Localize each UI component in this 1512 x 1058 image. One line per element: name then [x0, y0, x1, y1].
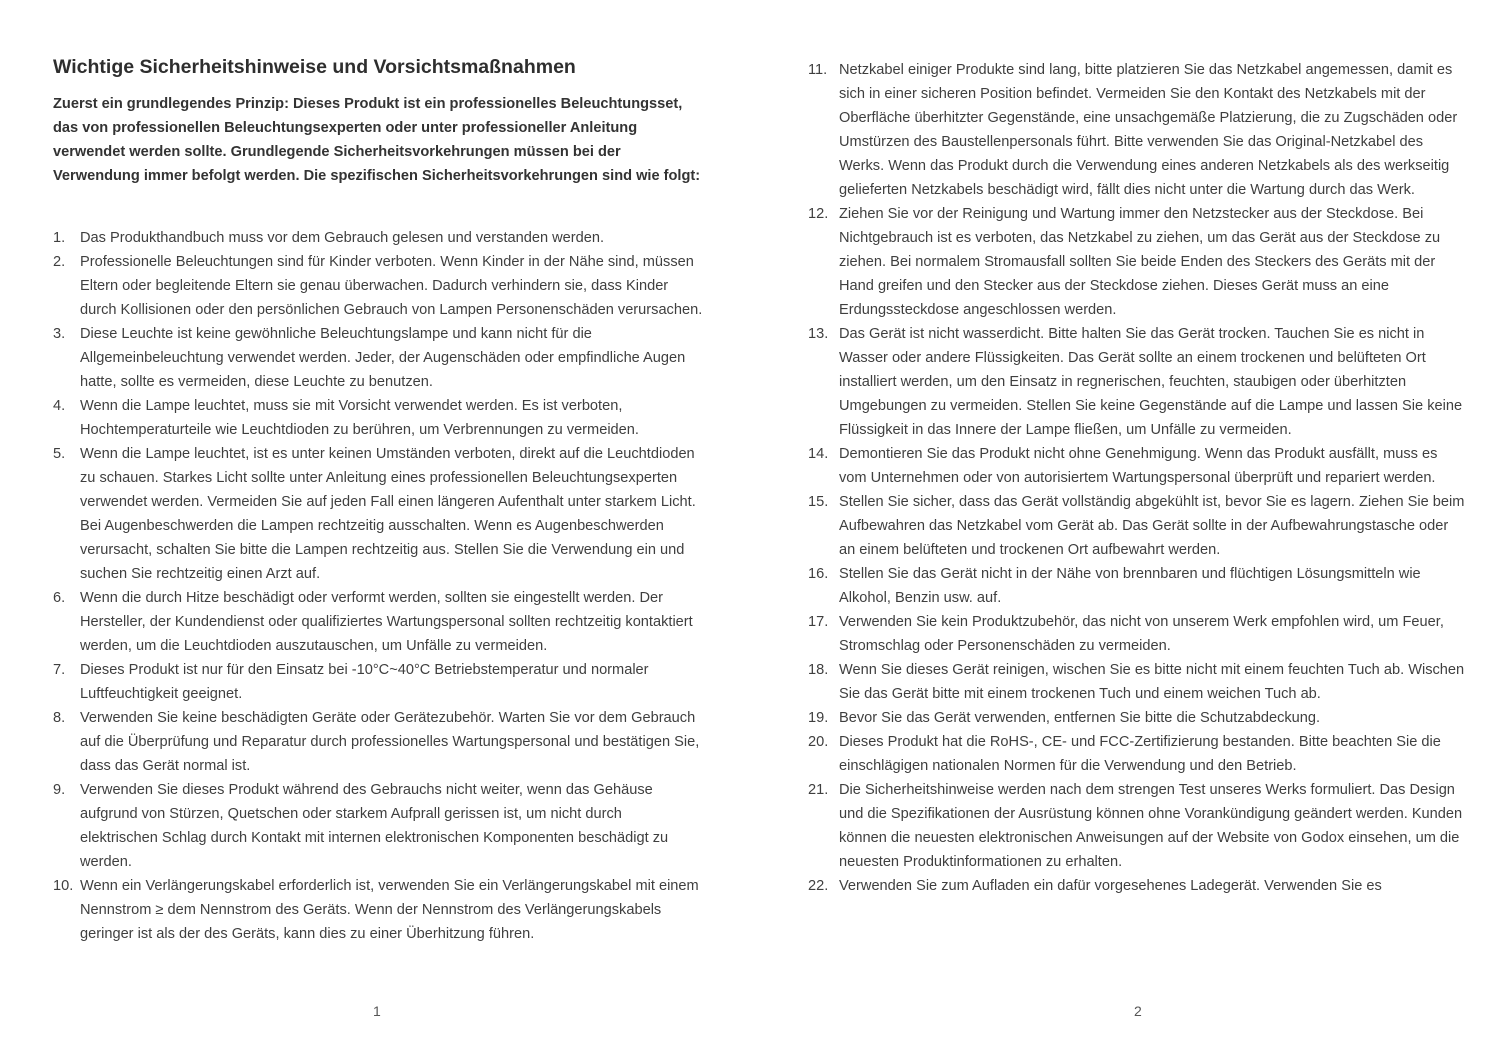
- list-item-text: Diese Leuchte ist keine gewöhnliche Beleuchtungslampe und kann nicht für die Allgemeinbeleuchtung verwendet werden. Jeder, der Augenschäden oder empfindliche Augen hatte, sollte es vermeiden, diese Leuchte zu benutzen.: [80, 326, 686, 390]
- intro-paragraph: Zuerst ein grundlegendes Prinzip: Dieses Produkt ist ein professionelles Beleuchtungsset, das von professionellen Beleuchtungsexperten oder unter professioneller Anleitung verwendet werden sollte. Grundlegende Sicherheitsvorkehrungen müssen bei der Verwendung immer befolgt werden. Die spezifischen Sicherheitsvorkehrungen sind wie folgt:: [53, 96, 701, 184]
- list-item-number: 12.: [808, 206, 829, 222]
- list-item-text: Das Produkthandbuch muss vor dem Gebrauch gelesen und verstanden werden.: [80, 230, 605, 246]
- list-item-text: Das Gerät ist nicht wasserdicht. Bitte halten Sie das Gerät trocken. Tauchen Sie es nicht in Wasser oder andere Flüssigkeiten. Das Gerät sollte an einem trockenen und belüfteten Ort installiert werden, um den Einsatz in regnerischen, feuchten, staubigen oder überhitzten Umgebungen zu vermeiden. Stellen Sie keine Gegenstände auf die Lampe und lassen Sie keine Flüssigkeit in das Innere der Lampe fließen, um Unfälle zu vermeiden.: [839, 326, 1463, 438]
- list-item: [53, 586, 703, 658]
- page-title: Wichtige Sicherheitshinweise und Vorsichtsmaßnahmen: [53, 56, 576, 78]
- list-item: [808, 490, 1468, 562]
- page-number: 1: [373, 1003, 381, 1019]
- list-item: [53, 658, 703, 706]
- list-item-number: 19.: [808, 710, 829, 726]
- list-item: [53, 778, 703, 874]
- list-item-text: Wenn die Lampe leuchtet, muss sie mit Vorsicht verwendet werden. Es ist verboten, Hochtemperaturteile wie Leuchtdioden zu berühren, um Verbrennungen zu vermeiden.: [80, 398, 639, 438]
- list-item-number: 20.: [808, 734, 829, 750]
- list-item-number: 8.: [53, 710, 66, 726]
- list-item-text: Wenn Sie dieses Gerät reinigen, wischen Sie es bitte nicht mit einem feuchten Tuch ab. Wischen Sie das Gerät bitte mit einem trockenen Tuch und einem weichen Tuch ab.: [839, 662, 1465, 702]
- list-item-text: Netzkabel einiger Produkte sind lang, bitte platzieren Sie das Netzkabel angemessen, damit es sich in einer sicheren Position befindet. Vermeiden Sie den Kontakt des Netzkabels mit der Oberfläche überhitzter Gegenstände, eine unsachgemäße Platzierung, die zu Zugschäden oder Umstürzen des Baustellenpersonals führt. Bitte verwenden Sie das Original-Netzkabel des Werks. Wenn das Produkt durch die Verwendung eines anderen Netzkabels als des werkseitig gelieferten Netzkabels beschädigt wird, fällt dies nicht unter die Wartung durch das Werk.: [839, 62, 1458, 198]
- list-item-number: 5.: [53, 446, 66, 462]
- list-item: [808, 610, 1468, 658]
- list-item-text: Dieses Produkt ist nur für den Einsatz bei -10°C~40°C Betriebstemperatur und normaler Luftfeuchtigkeit geeignet.: [80, 662, 649, 702]
- list-item: [808, 730, 1468, 778]
- list-item-number: 15.: [808, 494, 829, 510]
- list-item-number: 13.: [808, 326, 829, 342]
- list-item-text: Verwenden Sie kein Produktzubehör, das nicht von unserem Werk empfohlen wird, um Feuer, Stromschlag oder Personenschäden zu vermeiden.: [839, 614, 1444, 654]
- page-1: [53, 0, 703, 1058]
- list-item-number: 4.: [53, 398, 66, 414]
- list-item-text: Demontieren Sie das Produkt nicht ohne Genehmigung. Wenn das Produkt ausfällt, muss es vom Unternehmen oder von autorisiertem Wartungspersonal überprüft und repariert werden.: [839, 446, 1438, 486]
- list-item-text: Wenn die Lampe leuchtet, ist es unter keinen Umständen verboten, direkt auf die Leuchtdioden zu schauen. Starkes Licht sollte unter Anleitung eines professionellen Beleuchtungsexperten verwendet werden. Vermeiden Sie auf jeden Fall einen längeren Aufenthalt unter starkem Licht. Bei Augenbeschwerden die Lampen rechtzeitig ausschalten. Wenn es Augenbeschwerden verursacht, schalten Sie bitte die Lampen rechtzeitig aus. Stellen Sie die Verwendung ein und suchen Sie rechtzeitig einen Arzt auf.: [80, 446, 696, 582]
- list-item-text: Wenn die durch Hitze beschädigt oder verformt werden, sollten sie eingestellt werden. Der Hersteller, der Kundendienst oder qualifiziertes Wartungspersonal sollten rechtzeitig kontaktiert werden, um die Leuchtdioden auszutauschen, um Unfälle zu vermeiden.: [80, 590, 693, 654]
- page-number: 2: [1134, 1003, 1142, 1019]
- list-item-number: 7.: [53, 662, 66, 678]
- list-item: [53, 250, 703, 322]
- list-item-number: 1.: [53, 230, 66, 246]
- list-item-number: 22.: [808, 878, 829, 894]
- list-item: [808, 874, 1468, 898]
- list-item-text: Verwenden Sie dieses Produkt während des Gebrauchs nicht weiter, wenn das Gehäuse aufgrund von Stürzen, Quetschen oder starkem Aufprall gerissen ist, um nicht durch elektrischen Schlag durch Kontakt mit internen elektronischen Komponenten beschädigt zu werden.: [80, 782, 669, 870]
- list-item: [808, 202, 1468, 322]
- list-item: [808, 706, 1468, 730]
- list-item-text: Bevor Sie das Gerät verwenden, entfernen Sie bitte die Schutzabdeckung.: [839, 710, 1321, 726]
- list-item-number: 11.: [808, 62, 828, 78]
- safety-list-page-2: [808, 58, 1468, 898]
- list-item: [53, 706, 703, 778]
- list-item-text: Wenn ein Verlängerungskabel erforderlich ist, verwenden Sie ein Verlängerungskabel mit einem Nennstrom ≥ dem Nennstrom des Geräts. Wenn der Nennstrom des Verlängerungskabels geringer ist als der des Geräts, kann dies zu einer Überhitzung führen.: [80, 878, 699, 942]
- list-item-text: Stellen Sie sicher, dass das Gerät vollständig abgekühlt ist, bevor Sie es lagern. Ziehen Sie beim Aufbewahren das Netzkabel vom Gerät ab. Das Gerät sollte in der Aufbewahrungstasche oder an einem belüfteten und trockenen Ort aufbewahrt werden.: [839, 494, 1465, 558]
- list-item-text: Dieses Produkt hat die RoHS-, CE- und FCC-Zertifizierung bestanden. Bitte beachten Sie die einschlägigen nationalen Normen für die Verwendung und den Betrieb.: [839, 734, 1441, 774]
- list-item-number: 21.: [808, 782, 829, 798]
- list-item-text: Ziehen Sie vor der Reinigung und Wartung immer den Netzstecker aus der Steckdose. Bei Nichtgebrauch ist es verboten, das Netzkabel zu ziehen, um das Gerät aus der Steckdose zu ziehen. Bei normalem Stromausfall sollten Sie beide Enden des Steckers des Geräts mit der Hand greifen und den Stecker aus der Steckdose ziehen. Dieses Gerät muss an eine Erdungssteckdose angeschlossen werden.: [839, 206, 1441, 318]
- list-item: [808, 778, 1468, 874]
- list-item-number: 10.: [53, 878, 74, 894]
- list-item-number: 14.: [808, 446, 829, 462]
- safety-list-page-1: [53, 226, 703, 946]
- list-item: [808, 658, 1468, 706]
- list-item-number: 2.: [53, 254, 66, 270]
- list-item: [808, 58, 1468, 202]
- list-item-number: 6.: [53, 590, 66, 606]
- list-item: [53, 226, 703, 250]
- list-item-text: Stellen Sie das Gerät nicht in der Nähe von brennbaren und flüchtigen Lösungsmitteln wie Alkohol, Benzin usw. auf.: [839, 566, 1421, 606]
- list-item: [53, 322, 703, 394]
- list-item-text: Verwenden Sie zum Aufladen ein dafür vorgesehenes Ladegerät. Verwenden Sie es: [839, 878, 1382, 894]
- page-2: [808, 0, 1468, 1058]
- list-item-number: 9.: [53, 782, 66, 798]
- list-item-text: Professionelle Beleuchtungen sind für Kinder verboten. Wenn Kinder in der Nähe sind, müssen Eltern oder begleitende Eltern sie genau überwachen. Dadurch verhindern sie, dass Kinder durch Kollisionen oder den persönlichen Gebrauch von Lampen Personenschäden verursachen.: [80, 254, 703, 318]
- list-item-number: 18.: [808, 662, 829, 678]
- list-item-number: 16.: [808, 566, 829, 582]
- list-item: [53, 442, 703, 586]
- list-item-text: Verwenden Sie keine beschädigten Geräte oder Gerätezubehör. Warten Sie vor dem Gebrauch auf die Überprüfung und Reparatur durch professionelles Wartungspersonal und bestätigen Sie, dass das Gerät normal ist.: [80, 710, 700, 774]
- list-item-number: 3.: [53, 326, 66, 342]
- list-item: [53, 394, 703, 442]
- list-item: [53, 874, 703, 946]
- list-item-number: 17.: [808, 614, 829, 630]
- list-item-text: Die Sicherheitshinweise werden nach dem strengen Test unseres Werks formuliert. Das Design und die Spezifikationen der Ausrüstung können ohne Vorankündigung geändert werden. Kunden können die neuesten elektronischen Anweisungen auf der Website von Godox einsehen, um die neuesten Produktinformationen zu erhalten.: [839, 782, 1463, 870]
- list-item: [808, 322, 1468, 442]
- list-item: [808, 562, 1468, 610]
- list-item: [808, 442, 1468, 490]
